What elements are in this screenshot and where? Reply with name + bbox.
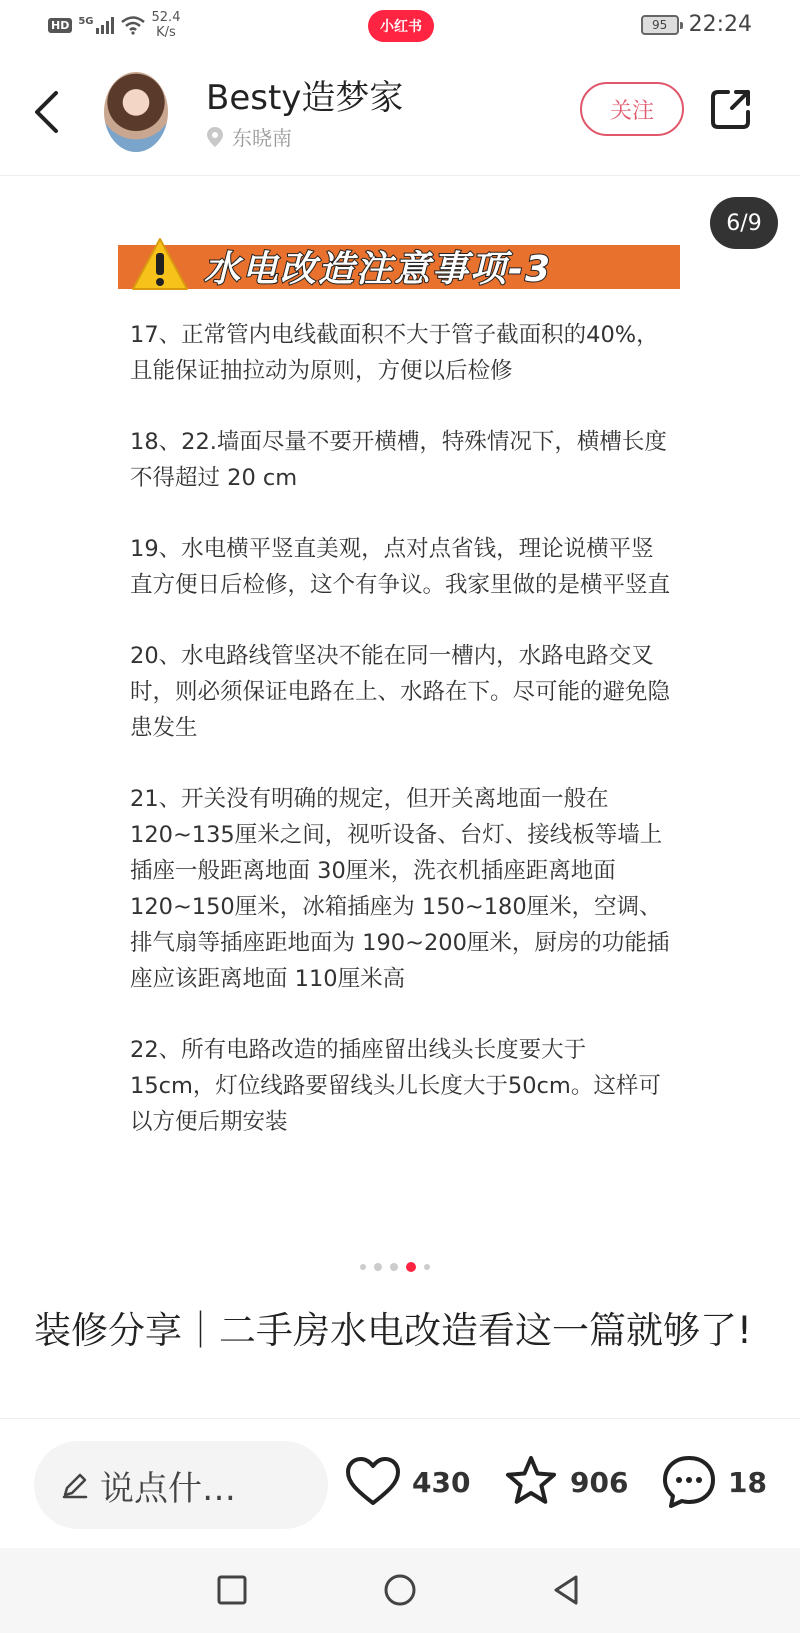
like-count: 430 bbox=[412, 1465, 471, 1499]
pencil-icon bbox=[60, 1470, 90, 1500]
author-name[interactable]: Besty造梦家 bbox=[206, 78, 404, 118]
note-title: 装修分享｜二手房水电改造看这一篇就够了! bbox=[34, 1309, 752, 1352]
carousel-dot-active bbox=[406, 1262, 416, 1272]
signal-icon bbox=[96, 16, 114, 34]
battery-level: 95 bbox=[651, 17, 668, 32]
collect-button[interactable] bbox=[502, 1453, 628, 1511]
warning-icon bbox=[130, 235, 190, 293]
clock: 22:24 bbox=[688, 12, 752, 37]
comment-count: 18 bbox=[728, 1465, 767, 1499]
list-item: 18、22.墙面尽量不要开横槽，特殊情况下，横槽长度不得超过 20 cm bbox=[130, 429, 667, 491]
note-image[interactable] bbox=[0, 177, 800, 1267]
collect-count: 906 bbox=[570, 1465, 629, 1499]
list-item: 17、正常管内电线截面积不大于管子截面积的40%，且能保证抽拉动为原则，方便以后检修 bbox=[130, 322, 659, 384]
location-pin-icon bbox=[206, 126, 224, 148]
like-button[interactable] bbox=[344, 1453, 470, 1511]
follow-button[interactable]: 关注 bbox=[580, 82, 684, 136]
location-label: 东晓南 bbox=[232, 126, 292, 150]
list-item: 19、水电横平竖直美观，点对点省钱，理论说横平竖直方便日后检修，这个有争议。我家里做的是横平竖直 bbox=[130, 536, 671, 598]
heart-icon bbox=[344, 1453, 402, 1511]
status-left bbox=[48, 10, 180, 40]
carousel-dot bbox=[424, 1264, 430, 1270]
list-item: 20、水电路线管坚决不能在同一槽内，水路电路交叉时，则必须保证电路在上、水路在下。尽可能的避免隐患发生 bbox=[130, 643, 671, 741]
back-triangle-icon[interactable] bbox=[548, 1572, 584, 1608]
carousel-dot bbox=[360, 1264, 366, 1270]
star-icon bbox=[502, 1453, 560, 1511]
carousel-dot bbox=[374, 1263, 382, 1271]
network-type: 5G bbox=[78, 15, 94, 27]
chevron-left-icon bbox=[32, 90, 60, 134]
battery-icon bbox=[641, 15, 679, 35]
comment-input[interactable] bbox=[34, 1441, 328, 1529]
title-banner bbox=[118, 245, 680, 289]
system-nav-bar bbox=[0, 1548, 800, 1633]
wifi-icon bbox=[120, 15, 146, 35]
status-bar bbox=[0, 0, 800, 52]
page-counter: 6/9 bbox=[710, 197, 778, 249]
hd-badge: HD bbox=[48, 18, 72, 33]
app-badge: 小红书 bbox=[368, 10, 434, 42]
share-icon[interactable] bbox=[708, 86, 754, 132]
back-button[interactable] bbox=[26, 84, 66, 140]
banner-title: 水电改造注意事项-3 bbox=[204, 249, 552, 290]
location bbox=[206, 122, 292, 151]
notes-list bbox=[130, 317, 670, 1175]
comment-bubble-icon bbox=[660, 1453, 718, 1511]
avatar[interactable] bbox=[104, 72, 168, 152]
carousel-indicator bbox=[360, 1262, 430, 1272]
network-speed bbox=[152, 10, 181, 40]
network-speed-value: 52.4 bbox=[151, 10, 181, 25]
action-bar bbox=[0, 1418, 800, 1548]
list-item: 22、所有电路改造的插座留出线头长度要大于15cm，灯位线路要留线头儿长度大于50cm。这样可以方便后期安装 bbox=[130, 1037, 661, 1135]
comment-button[interactable] bbox=[660, 1453, 767, 1511]
home-icon[interactable] bbox=[382, 1572, 418, 1608]
list-item: 21、开关没有明确的规定，但开关离地面一般在120~135厘米之间，视听设备、台灯、接线板等墙上插座一般距离地面 30厘米，洗衣机插座距离地面 120~150厘米，冰箱插座为 150~180厘米，空调、排气扇等插座距地面为 190~200厘米，厨房的功能插座应该距离地面 110厘米高 bbox=[130, 786, 670, 992]
recent-apps-icon[interactable] bbox=[214, 1572, 250, 1608]
carousel-dot bbox=[390, 1263, 398, 1271]
comment-placeholder: 说点什… bbox=[100, 1468, 236, 1509]
note-header bbox=[0, 52, 800, 176]
status-right bbox=[641, 12, 752, 37]
network-speed-unit: K/s bbox=[156, 25, 176, 40]
